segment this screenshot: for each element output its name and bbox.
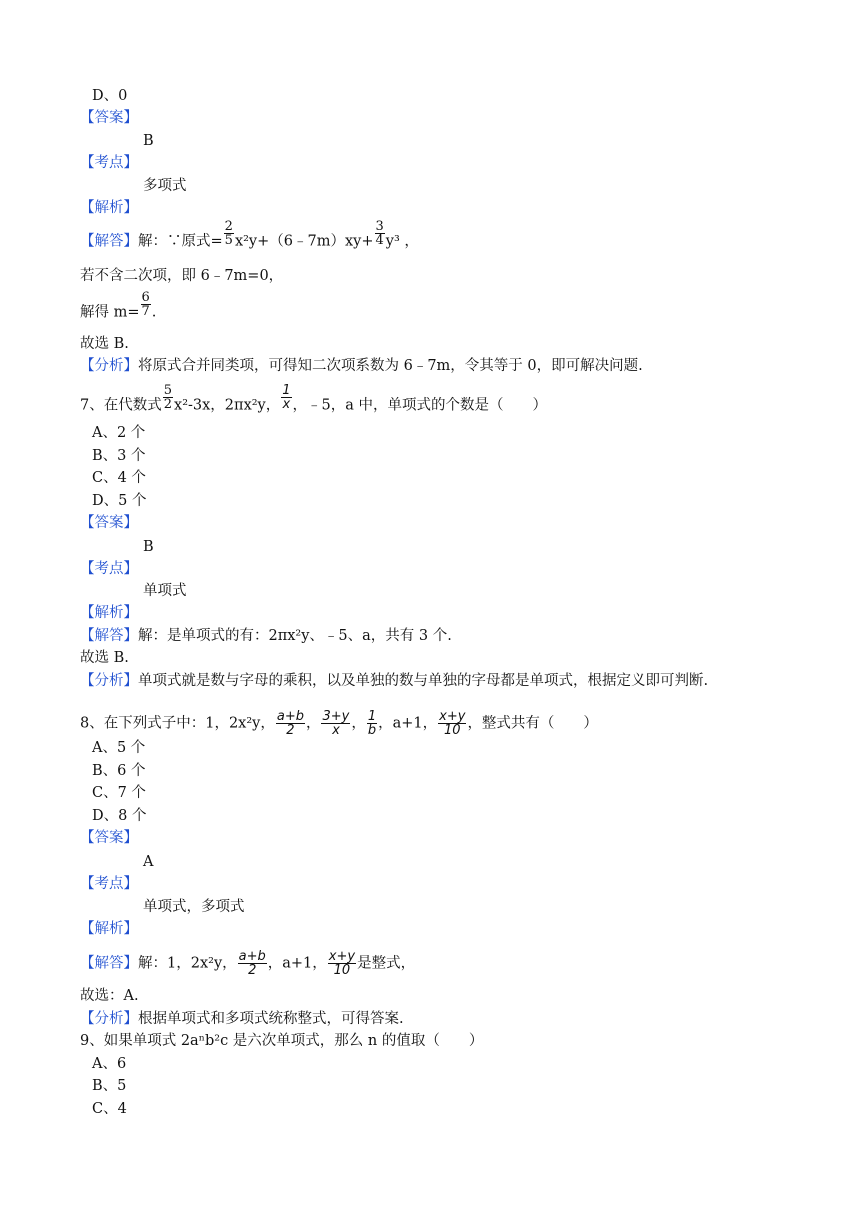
q7-answer-tag: 【答案】 xyxy=(80,515,138,531)
q6-answer-tag: 【答案】 xyxy=(80,110,138,126)
q7-analysis-tag: 【解析】 xyxy=(80,605,138,621)
q9-stem: 9、如果单项式 2aⁿb²c 是六次单项式，那么 n 的值取（ ） xyxy=(80,1033,484,1049)
fraction: $\frac{1}{b}$ xyxy=(367,709,377,738)
fraction: $\frac{1}{x}$ xyxy=(282,383,291,412)
q7-stem: 7、在代数式 $\frac{5}{2}$ x²-3x，2πx²y， $\frac{1}{x}$ ，﹣5，a 中，单项式的个数是（ ） xyxy=(80,383,548,414)
q8-stem: 8、在下列式子中：1，2x²y， $\frac{a+b}{2}$ ， $\frac{3+y}{x}$ ， $\frac{1}{b}$ ，a+1， $\frac{x+y}{10}$ ，整式共有（ ） xyxy=(80,709,598,738)
q7-option-c: C、4 个 xyxy=(92,470,146,486)
q6-point-tag: 【考点】 xyxy=(80,155,138,171)
q9-option-c: C、4 xyxy=(92,1101,127,1117)
q7-review: 【分析】单项式就是数与字母的乘积，以及单独的数与单独的字母都是单项式，根据定义即可判断. xyxy=(80,673,709,689)
fraction: $\frac{2}{5}$ xyxy=(224,219,233,248)
q6-analysis-tag: 【解析】 xyxy=(80,200,138,216)
q8-answer: A xyxy=(143,854,154,870)
q7-option-a: A、2 个 xyxy=(92,425,146,441)
q7-answer: B xyxy=(143,539,154,555)
fraction: $\frac{5}{2}$ xyxy=(163,383,173,412)
q6-option-d: D、0 xyxy=(92,88,128,104)
q7-solution: 【解答】解：是单项式的有：2πx²y、﹣5、a，共有 3 个. xyxy=(80,628,452,644)
q6-solution-tag: 【解答】 xyxy=(80,233,138,250)
q7-option-d: D、5 个 xyxy=(92,493,147,509)
q8-choose: 故选：A. xyxy=(80,988,139,1004)
q9-option-b: B、5 xyxy=(92,1078,127,1094)
q8-review: 【分析】根据单项式和多项式统称整式，可得答案. xyxy=(80,1011,404,1027)
q6-point: 多项式 xyxy=(143,178,187,194)
fraction: $\frac{a+b}{2}$ xyxy=(276,709,304,738)
fraction: $\frac{a+b}{2}$ xyxy=(238,949,266,978)
fraction: $\frac{6}{7}$ xyxy=(141,290,150,319)
q8-option-a: A、5 个 xyxy=(92,740,146,756)
q6-choose: 故选 B. xyxy=(80,336,129,352)
q7-point: 单项式 xyxy=(143,583,187,599)
q8-point: 单项式，多项式 xyxy=(143,899,245,915)
q7-choose: 故选 B. xyxy=(80,650,129,666)
fraction: $\frac{3+y}{x}$ xyxy=(322,709,350,738)
q8-option-b: B、6 个 xyxy=(92,763,146,779)
q8-solution: 【解答】解：1，2x²y， $\frac{a+b}{2}$ ，a+1， $\frac{x+y}{10}$ 是整式， xyxy=(80,949,416,978)
q8-analysis-tag: 【解析】 xyxy=(80,921,138,937)
q8-answer-tag: 【答案】 xyxy=(80,830,138,846)
q6-solution: 【解答】解：∵原式= $\frac{2}{5}$ x²y+（6﹣7m）xy+ $\frac{3}{4}$ y³ ， xyxy=(80,219,419,250)
q7-option-b: B、3 个 xyxy=(92,448,146,464)
q8-option-c: C、7 个 xyxy=(92,785,146,801)
q9-option-a: A、6 xyxy=(92,1056,127,1072)
q6-line3: 解得 m= $\frac{6}{7}$ . xyxy=(80,290,157,321)
fraction: $\frac{x+y}{10}$ xyxy=(328,949,356,978)
q7-point-tag: 【考点】 xyxy=(80,561,138,577)
q6-line2: 若不含二次项，即 6﹣7m=0， xyxy=(80,268,284,284)
fraction: $\frac{x+y}{10}$ xyxy=(439,709,466,738)
fraction: $\frac{3}{4}$ xyxy=(375,219,384,248)
q8-point-tag: 【考点】 xyxy=(80,876,138,892)
q6-review: 【分析】将原式合并同类项，可得知二次项系数为 6﹣7m，令其等于 0，即可解决问题. xyxy=(80,358,643,374)
q8-option-d: D、8 个 xyxy=(92,808,147,824)
q6-answer: B xyxy=(143,133,154,149)
